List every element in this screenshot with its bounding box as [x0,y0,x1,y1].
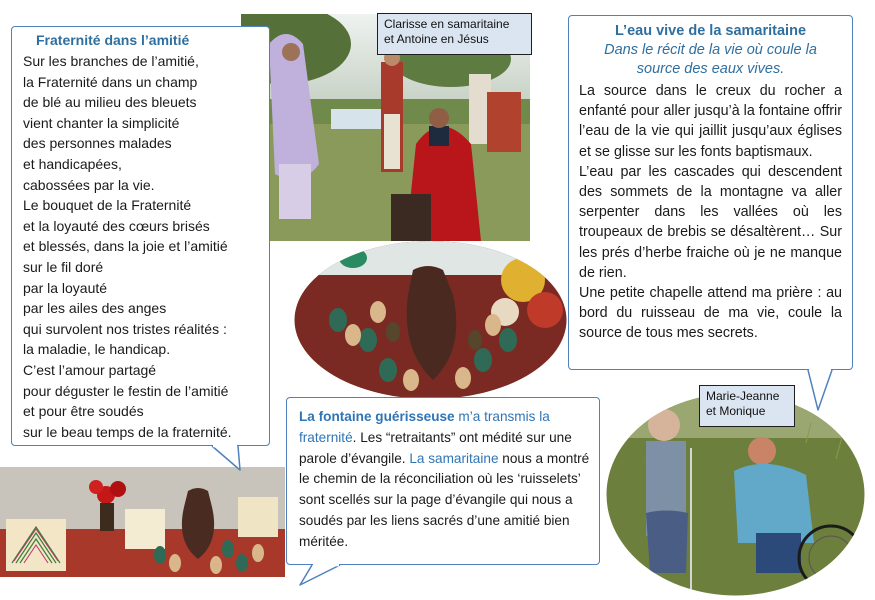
caption-line: et Monique [706,404,766,418]
caption-marie-jeanne-monique [699,385,795,427]
poem-line: la maladie, le handicap. [23,341,171,358]
poem-line: et blessés, dans la joie et l’amitié [23,238,228,255]
fontaine-sentence-1: . Les “retraitants” ont médité sur une parole d’évangile. [299,429,572,466]
poem-line: pour déguster le festin de l’amitié [23,382,229,399]
caption-line: Marie-Jeanne [706,389,780,403]
eau-vive-paragraph-1: La source dans le creux du rocher a enfanté pour aller jusqu’à la fontaine offrir l’eau de la vie qui jaillit jusqu’aux églises et se glisse sur les fonts baptismaux. [579,83,842,160]
fontaine-sentence-2: nous a montré le chemin de la réconciliation où les ‘ruisselets’ sont scellés sur la page d’évangile qui nous a soudés par les liens sacrés d’une amitié bien méritée. [299,450,590,549]
eau-vive-subtitle-1: Dans le récit de la vie où coule la [604,42,817,58]
fontaine-title-rest: m’a transmis la fraternité [299,409,550,445]
poem-line: et pour être soudés [23,403,144,420]
poem-line: cabossées par la vie. [23,176,155,193]
fontaine-samaritaine: La samaritaine [409,450,499,466]
poem-line: sur le fil doré [23,258,104,275]
eau-vive-subtitle-2: source des eaux vives. [636,61,785,77]
caption-line: Clarisse en samaritaine [384,17,510,31]
poem-line: la Fraternité dans un champ [23,73,198,90]
poem-line: qui survolent nos tristes réalités : [23,320,227,337]
fraternite-title: Fraternité dans l’amitié [36,32,190,48]
caption-line: et Antoine en Jésus [384,32,489,46]
poem-line: Le bouquet de la Fraternité [23,197,192,214]
eau-vive-paragraph-3: Une petite chapelle attend ma prière : au bord du ruisseau de ma vie, coule la source de tous mes secrets. [579,285,842,342]
poem-line: vient chanter la simplicité [23,114,180,131]
eau-vive-paragraph-2: L’eau par les cascades qui descendent des sommets de la montagne va aller serpenter dans les vallées où les troupeaux de brebis se désaltèrent… Sur les prés d’herbe fraiche où je ne manque de rien. [579,163,842,281]
poem-line: Sur les branches de l’amitié, [23,53,199,69]
poem-line: C’est l’amour partagé [23,361,157,378]
poem-line: et handicapées, [23,155,122,172]
fontaine-title: La fontaine guérisseuse [299,409,455,424]
poem-line: par la loyauté [23,279,108,296]
poem-line: et la loyauté des cœurs brisés [23,217,210,234]
caption-clarisse-antoine [377,13,532,55]
poem-line: des personnes malades [23,135,172,152]
poem-line: par les ailes des anges [23,300,167,317]
poem-line: de blé au milieu des bleuets [23,94,197,111]
poem-line: sur le beau temps de la fraternité. [23,423,232,440]
eau-vive-title: L’eau vive de la samaritaine [614,23,807,39]
